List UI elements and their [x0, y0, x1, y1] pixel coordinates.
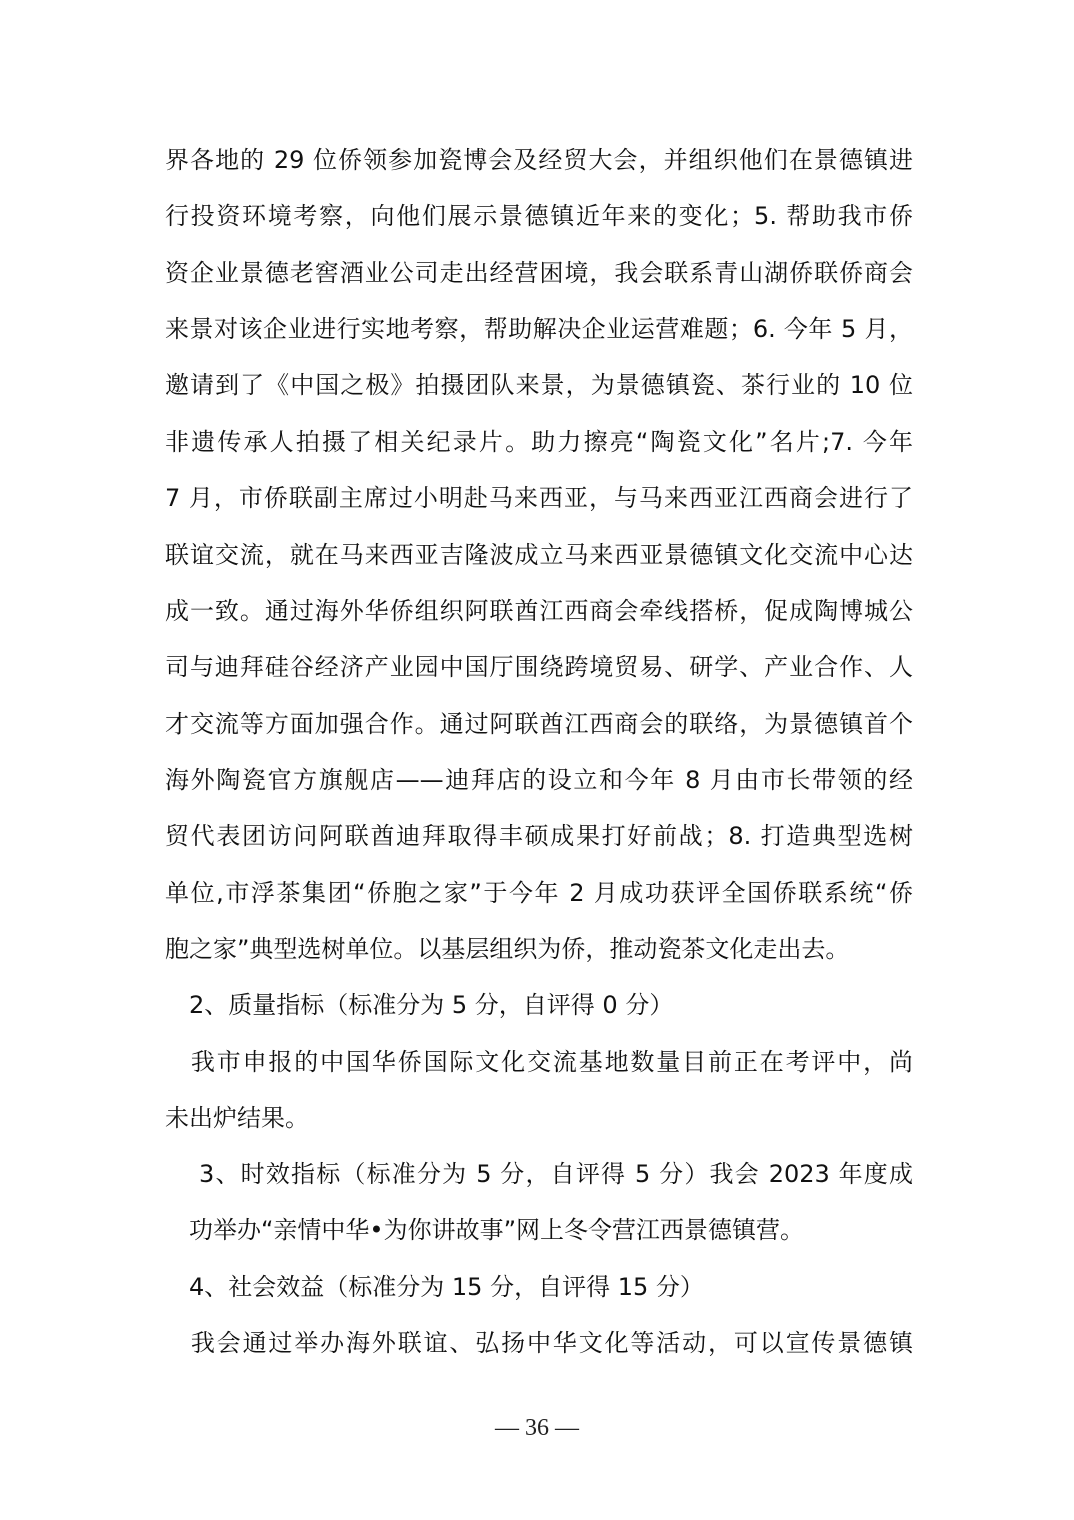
text-line: 资企业景德老窖酒业公司走出经营困境，我会联系青山湖侨联侨商会 — [165, 259, 913, 287]
text-line: 联谊交流，就在马来西亚吉隆波成立马来西亚景德镇文化交流中心达 — [165, 541, 913, 569]
section-heading: 4、社会效益（标准分为 15 分，自评得 15 分） — [165, 1273, 704, 1301]
text-line: 才交流等方面加强合作。通过阿联酋江西商会的联络，为景德镇首个 — [165, 710, 913, 738]
text-line: 贸代表团访问阿联酋迪拜取得丰硕成果打好前战；8. 打造典型选树 — [165, 822, 913, 850]
text-line: 功举办“亲情中华•为你讲故事”网上冬令营江西景德镇营。 — [165, 1216, 805, 1244]
page-number: — 36 — — [495, 1415, 579, 1441]
text-line: 司与迪拜硅谷经济产业园中国厅围绕跨境贸易、研学、产业合作、人 — [165, 653, 913, 681]
text-line: 非遗传承人拍摄了相关纪录片。助力擦亮“陶瓷文化”名片;7. 今年 — [165, 428, 913, 456]
text-line: 7 月，市侨联副主席过小明赴马来西亚，与马来西亚江西商会进行了 — [165, 484, 913, 512]
text-line: 邀请到了《中国之极》拍摄团队来景，为景德镇瓷、茶行业的 10 位 — [165, 371, 913, 399]
section-heading: 3、时效指标（标准分为 5 分，自评得 5 分）我会 2023 年度成 — [165, 1160, 913, 1188]
text-line: 未出炉结果。 — [165, 1104, 309, 1132]
section-heading: 2、质量指标（标准分为 5 分，自评得 0 分） — [165, 991, 674, 1019]
text-line: 胞之家”典型选树单位。以基层组织为侨，推动瓷茶文化走出去。 — [165, 935, 850, 963]
text-line: 界各地的 29 位侨领参加瓷博会及经贸大会，并组织他们在景德镇进 — [165, 146, 913, 174]
text-line: 我会通过举办海外联谊、弘扬中华文化等活动，可以宣传景德镇 — [165, 1329, 913, 1357]
text-line: 来景对该企业进行实地考察，帮助解决企业运营难题；6. 今年 5 月， — [165, 315, 913, 343]
text-line: 成一致。通过海外华侨组织阿联酋江西商会牵线搭桥，促成陶博城公 — [165, 597, 913, 625]
text-line: 单位,市浮茶集团“侨胞之家”于今年 2 月成功获评全国侨联系统“侨 — [165, 879, 913, 907]
text-line: 海外陶瓷官方旗舰店——迪拜店的设立和今年 8 月由市长带领的经 — [165, 766, 913, 794]
text-line: 我市申报的中国华侨国际文化交流基地数量目前正在考评中，尚 — [165, 1048, 913, 1076]
text-line: 行投资环境考察，向他们展示景德镇近年来的变化；5. 帮助我市侨 — [165, 202, 913, 230]
